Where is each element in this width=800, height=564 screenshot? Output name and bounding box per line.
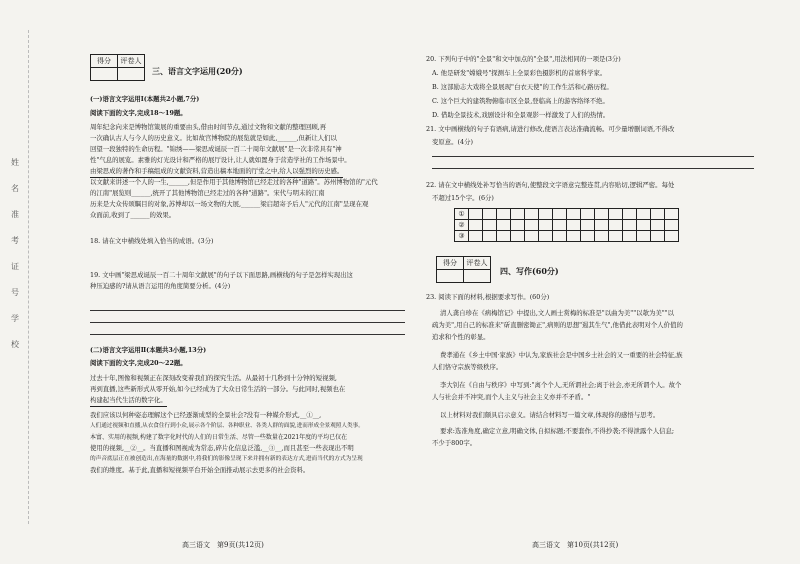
grid-cell[interactable] — [539, 231, 553, 242]
grid-cell[interactable] — [637, 220, 651, 231]
binding-line — [28, 30, 29, 524]
score-cell[interactable] — [91, 68, 118, 81]
page-footer: 高三语文 第9页(共12页) — [182, 541, 264, 549]
grid-cell[interactable] — [567, 220, 581, 231]
grid-cell[interactable] — [623, 231, 637, 242]
score-label: 得分 — [437, 257, 464, 270]
grid-cell[interactable] — [581, 209, 595, 220]
grid-label: ③ — [455, 231, 469, 242]
passage-line: 过去十年,图像和视频正在深刻改变着我们的探究生活。从最初十几秒到十分钟的短视频, — [90, 374, 337, 382]
grid-cell[interactable] — [567, 209, 581, 220]
grid-cell[interactable] — [553, 220, 567, 231]
grid-cell[interactable] — [651, 209, 665, 220]
answer-line[interactable] — [432, 156, 754, 157]
answer-line[interactable] — [432, 168, 754, 169]
grid-cell[interactable] — [469, 209, 483, 220]
binding-strip — [8, 150, 22, 358]
grid-cell[interactable] — [567, 231, 581, 242]
grid-cell[interactable] — [595, 209, 609, 220]
question-20: 20. 下列句子中的"全景"和文中加点的"全景",用法相同的一项是(3分) — [426, 55, 621, 63]
grid-cell[interactable] — [637, 209, 651, 220]
grid-cell[interactable] — [665, 231, 679, 242]
option-d: D. 借助全景技术,戏剧设计和全景观影一样激发了人们的热情。 — [432, 111, 610, 119]
passage-line: 性"气息的展览。素雅的灯光设计和严格的展厅设计,让人就如置身于营造学社的工作场景中。 — [90, 156, 351, 164]
binding-char: 号 — [11, 288, 19, 297]
grid-cell[interactable] — [469, 220, 483, 231]
binding-char: 姓 — [11, 158, 19, 167]
answer-line[interactable] — [90, 310, 405, 311]
part-instruction: 阅读下面的文字,完成18～19题。 — [90, 109, 187, 117]
section-title: 三、语言文字运用(20分) — [152, 66, 243, 76]
grid-cell[interactable] — [497, 220, 511, 231]
grid-cell[interactable] — [623, 209, 637, 220]
question-19: 19. 文中画"梁思成诞辰一百二十周年文献展"的句子以下面思路,画横线的句子是怎样实现出这 — [90, 271, 353, 279]
passage-line: 我们应该以何种姿态理解这个已经逐渐成型的全景社会?没有一种媒介形式,__①__, — [90, 411, 322, 419]
grid-cell[interactable] — [581, 231, 595, 242]
passage-line: 的江南"展览则______,统开了其他博物馆已经走过的各种"道路"。宋代与明末的江南 — [90, 189, 325, 197]
passage-line: 使用的视频,__②__。当直播和图视成为常态,碎片化信息泛滥,__③__,而且甚至一些表现出不明 — [90, 444, 354, 452]
material-line: 费孝通在《乡土中国·家族》中认为,家族社会是中国乡土社会的又一重要的社会特征,族 — [440, 351, 683, 359]
binding-char: 学 — [11, 314, 19, 323]
answer-grid — [454, 208, 679, 242]
material-line: 追求和个性的彰显。 — [432, 333, 490, 341]
grid-cell[interactable] — [511, 220, 525, 231]
option-c: C. 这个巨大的建筑物俯临市区全景,登临高上的游客络绎不绝。 — [432, 97, 609, 105]
answer-line[interactable] — [90, 334, 405, 335]
question-18: 18. 请在文中横线处填入恰当的成语。(3分) — [90, 237, 214, 245]
binding-char: 准 — [11, 210, 19, 219]
grid-cell[interactable] — [553, 231, 567, 242]
grid-cell[interactable] — [609, 209, 623, 220]
page-footer: 高三语文 第10页(共12页) — [532, 541, 619, 549]
grid-label: ① — [455, 209, 469, 220]
material-line: 疏为美",用自己的标准来"斫直删密锄正",病则的思想"遏其生气",他借此表明对个人价值的 — [432, 321, 683, 329]
grid-cell[interactable] — [525, 220, 539, 231]
grid-cell[interactable] — [637, 231, 651, 242]
grid-cell[interactable] — [553, 209, 567, 220]
question-21: 21. 文中画横线的句子有语病,请进行修改,使语言表达准确流畅。可少量增删词语,不得改 — [426, 125, 675, 133]
passage-line: 众面前,收到了______的效果。 — [90, 211, 176, 219]
grid-cell[interactable] — [525, 209, 539, 220]
grid-cell[interactable] — [511, 231, 525, 242]
binding-char: 校 — [11, 340, 19, 349]
right-page — [410, 0, 800, 564]
underlined-sentence: 构建起当代生活的数字化。 — [90, 395, 167, 407]
binding-char: 考 — [11, 236, 19, 245]
grid-cell[interactable] — [609, 220, 623, 231]
passage-line: 以文献来讲述一个人的一生,______,但是作用于其他博物馆已经走过的各种"道路"。苏州博物馆的"元代 — [90, 178, 378, 186]
binding-char: 名 — [11, 184, 19, 193]
passage-line: 一次确认古人与今人的历史意义。比如故宫博物院的展览就是如此,______,但新让人们以 — [90, 134, 337, 142]
passage-line: 的声音底层正在被创造出,在海量的数据中,将我们的影像呈现下来并拥有新的表达方式,进而当代的方式为呈现 — [90, 456, 363, 462]
grid-cell[interactable] — [651, 220, 665, 231]
grid-cell[interactable] — [539, 209, 553, 220]
material-line: 人与社会并不冲突,而个人主义与社会主义亦并不矛盾。" — [432, 393, 591, 401]
requirements-line: 不少于800字。 — [432, 439, 477, 447]
score-cell[interactable] — [437, 270, 464, 283]
grid-cell[interactable] — [525, 231, 539, 242]
question-21-cont: 变原意。(4分) — [432, 138, 474, 146]
grid-cell[interactable] — [665, 220, 679, 231]
prompt-line: 以上材料对我们颇具启示意义。请结合材料写一篇文章,体现你的感悟与思考。 — [440, 411, 660, 419]
passage-line: 再到直播,这些新形式从零开始,如今已经成为了大众日常生活的一部分。与此同时,视频也在 — [90, 385, 346, 393]
requirements-line: 要求:选准角度,确定立意,明确文体,自拟标题;不要套作,不得抄袭;不得泄露个人信息; — [440, 427, 675, 435]
question-22: 22. 请在文中横线处补写恰当的语句,使整段文字语意完整连贯,内容贴切,逻辑严密。每处 — [426, 181, 675, 189]
passage-line: 我们的维度。基于此,直播和短视频平台开始全面推动展示去更多的社会资料。 — [90, 466, 310, 474]
passage-line: 回望一段独特的生命历程。"锦绣——梁思成诞辰一百二十周年文献展"是一次非常具有"神 — [90, 145, 342, 153]
grid-cell[interactable] — [469, 231, 483, 242]
section-title: 四、写作(60分) — [500, 266, 559, 276]
question-22-cont: 不超过15个字。(6分) — [432, 194, 494, 202]
grader-cell[interactable] — [464, 270, 491, 283]
passage-line: 本富、实用的视频,构建了数字化时代的人们的日常生活、尽管一些数量在2021年度的平均已仅在 — [90, 434, 348, 441]
binding-char: 证 — [11, 262, 19, 271]
material-line: 人们恪守宗族等级秩序。 — [432, 363, 503, 371]
grid-cell[interactable] — [483, 209, 497, 220]
part-heading: (一)语言文字运用Ⅰ(本题共2小题,7分) — [90, 95, 200, 103]
material-line: 清人龚自珍在《病梅馆记》中提出,文人画士赏梅的标准是"以曲为美""以欹为美""以 — [440, 309, 675, 317]
grader-cell[interactable] — [118, 68, 145, 81]
part-instruction: 阅读下面的文字,完成20～22题。 — [90, 359, 187, 367]
grid-cell[interactable] — [511, 209, 525, 220]
grid-cell[interactable] — [651, 231, 665, 242]
grid-cell[interactable] — [497, 231, 511, 242]
grader-label: 评卷人 — [464, 257, 491, 270]
grid-cell[interactable] — [609, 231, 623, 242]
grid-cell[interactable] — [539, 220, 553, 231]
answer-line[interactable] — [90, 322, 405, 323]
score-label: 得分 — [91, 55, 118, 68]
grid-cell[interactable] — [483, 220, 497, 231]
passage-line: 周年纪念向来是博物馆策展的重要由头,借由时间节点,通过文物和文献的整理回顾,再 — [90, 123, 327, 131]
passage-line: 人们通过视频和直播,从衣食住行到小众,展示各个阶层、各种职业、各类人群的面貌,进而形成全景观照人类事。 — [90, 423, 364, 429]
question-23: 23. 阅读下面的材料,根据要求写作。(60分) — [426, 293, 550, 301]
grid-cell[interactable] — [497, 209, 511, 220]
part-heading: (二)语言文字运用Ⅱ(本题共3小题,13分) — [90, 346, 207, 354]
option-a: A. 他是研发"嫦娥号"探测车上全景彩色摄影机的首席科学家。 — [432, 69, 607, 77]
question-19-cont: 种压迫感的?请从语言运用的角度简要分析。(4分) — [90, 282, 231, 290]
option-b: B. 这部励志大戏将全景展现"白衣天使"的工作生活和心路历程。 — [432, 83, 613, 91]
underlined-sentence: 由梁思成的著作和手稿组成的文献资料,营造出稿本地面的厅堂之中,给人以强烈的历史感。 — [90, 166, 343, 178]
grid-cell[interactable] — [483, 231, 497, 242]
passage-line: 历来是大众传颂瞩目的对象,苏博却以一场文物的大展,______梁启超寄予后人"元代的江南"呈现在观 — [90, 200, 369, 208]
score-box-right — [436, 256, 491, 283]
material-line: 李大钊在《自由与秩序》中写到:"离个个人,无所谓社会;离于社会,亦无所谓个人。故个 — [440, 381, 682, 389]
grid-cell[interactable] — [581, 220, 595, 231]
grid-cell[interactable] — [665, 209, 679, 220]
score-box-left — [90, 54, 145, 81]
grid-label: ② — [455, 220, 469, 231]
passage-line-underlined — [90, 395, 167, 407]
grid-cell[interactable] — [595, 220, 609, 231]
grid-cell[interactable] — [623, 220, 637, 231]
grid-cell[interactable] — [595, 231, 609, 242]
grader-label: 评卷人 — [118, 55, 145, 68]
